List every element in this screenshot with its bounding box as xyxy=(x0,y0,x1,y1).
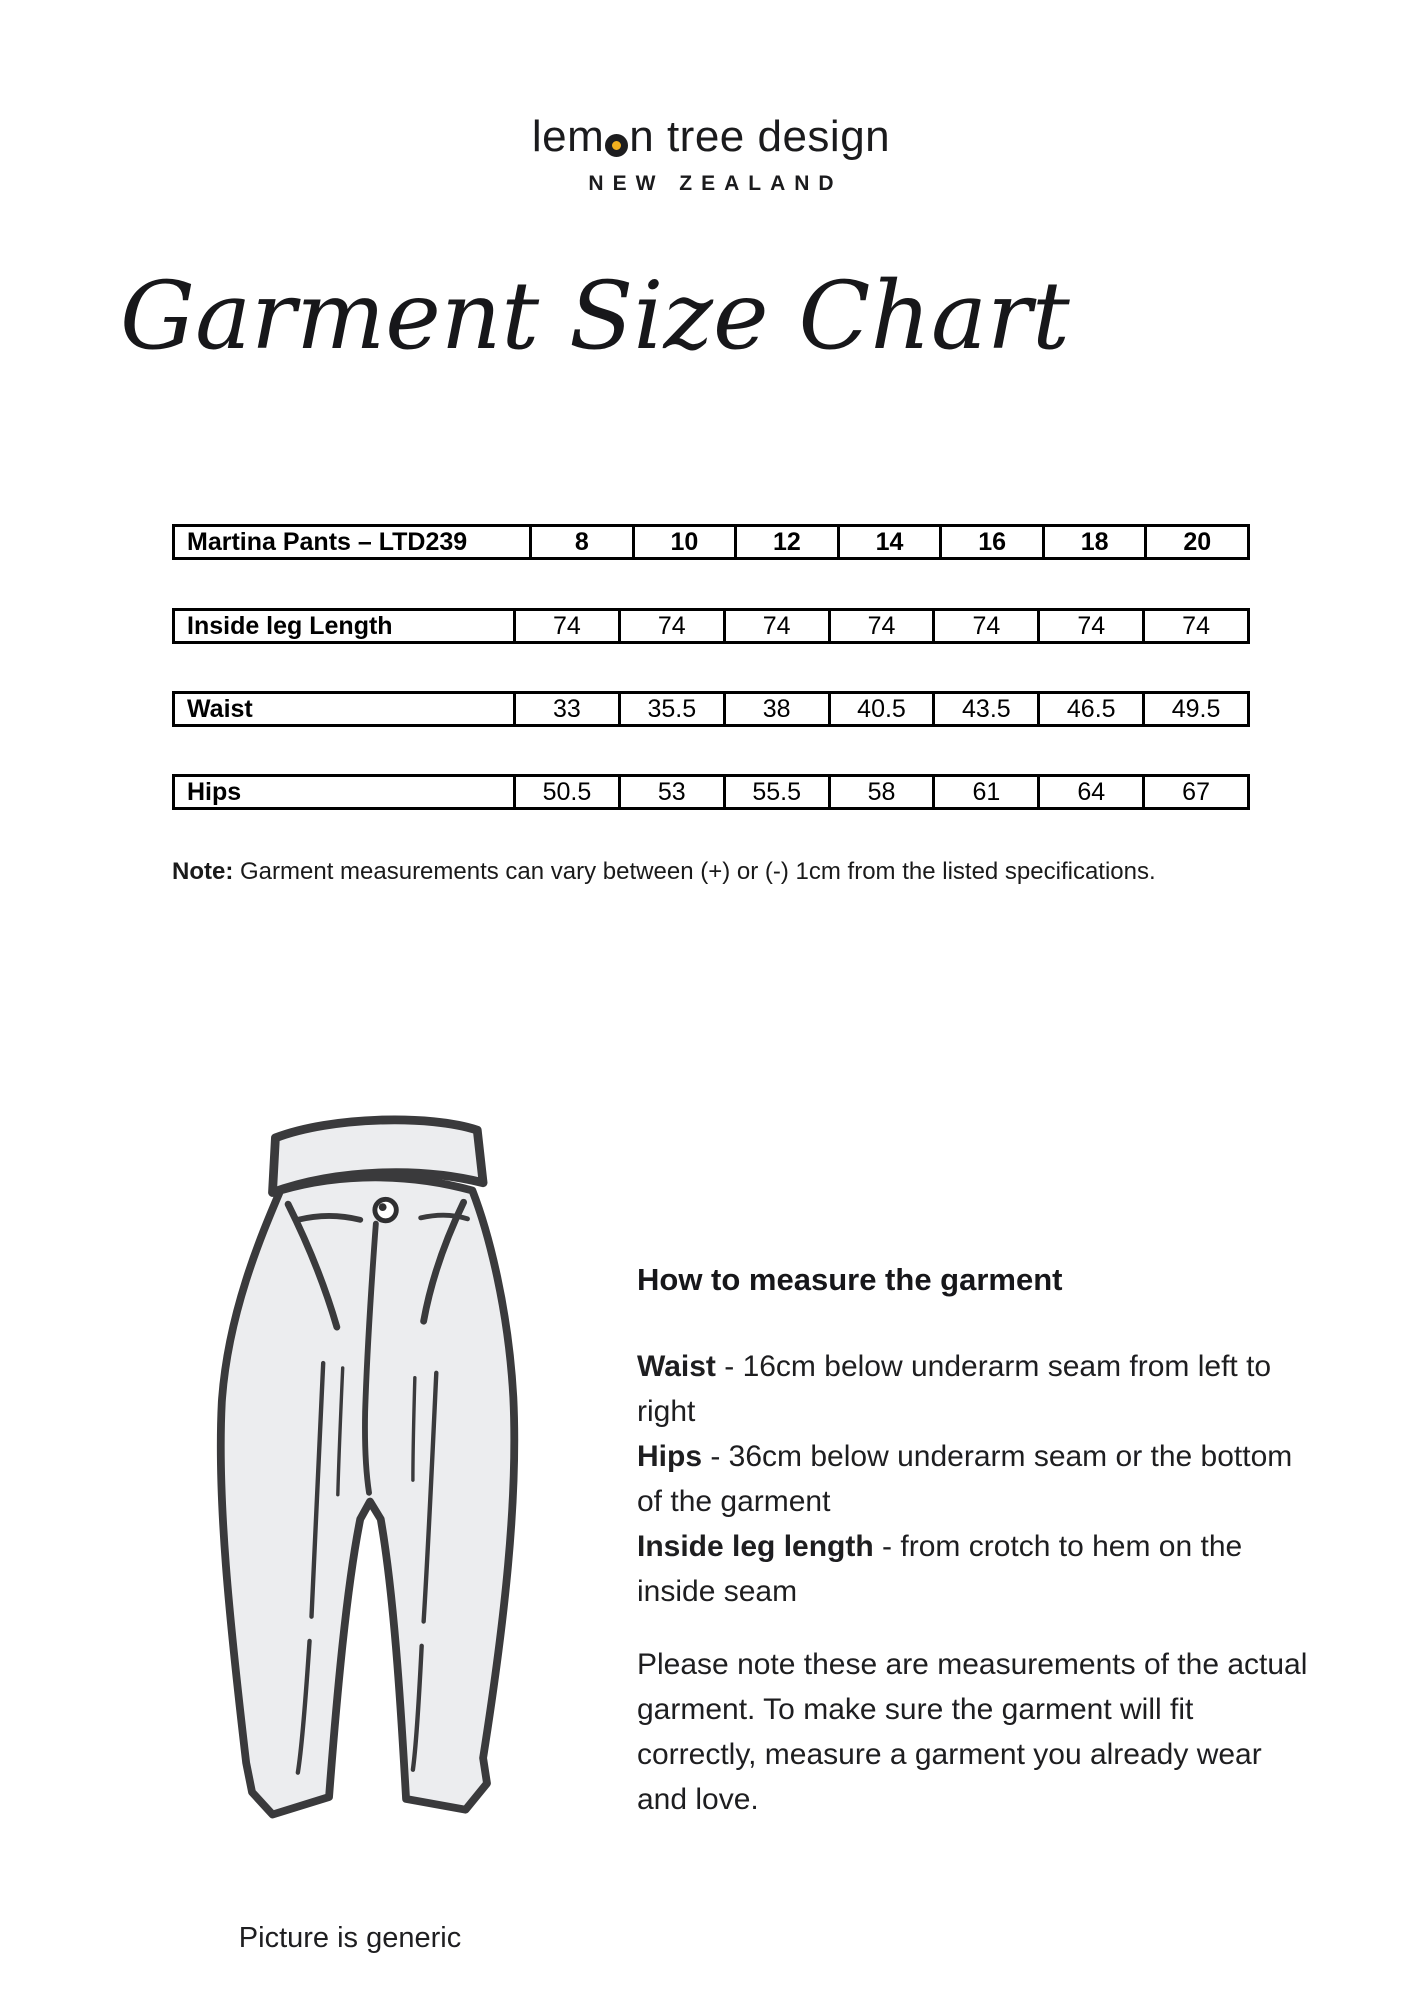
size-header-cell: 20 xyxy=(1144,527,1247,557)
measurement-value-cell: 64 xyxy=(1037,777,1142,807)
measure-instruction-inside-leg xyxy=(637,1524,1313,1614)
measurement-label: Inside leg Length xyxy=(187,611,393,640)
measurement-value-cell: 67 xyxy=(1142,777,1247,807)
measure-guide-heading: How to measure the garment xyxy=(637,1262,1063,1297)
tolerance-note xyxy=(172,858,1156,886)
measurement-value-cell: 53 xyxy=(618,777,723,807)
measurement-value-cell: 43.5 xyxy=(932,694,1037,724)
size-table-row-waist xyxy=(172,691,1250,727)
measure-desc: - 16cm below underarm seam from left to right xyxy=(637,1350,1272,1428)
lemon-dot-icon xyxy=(605,134,628,157)
measure-instruction-waist xyxy=(637,1344,1313,1434)
pants-illustration xyxy=(175,1068,565,1863)
measure-instruction-hips xyxy=(637,1434,1313,1524)
measurement-value-cell: 74 xyxy=(1142,611,1247,641)
illustration-caption: Picture is generic xyxy=(238,1922,462,1954)
size-table-row-inside-leg xyxy=(172,608,1250,644)
product-label: Martina Pants – LTD239 xyxy=(187,527,468,556)
page-title-script: Garment Size Chart xyxy=(120,262,1070,371)
note-text: Garment measurements can vary between (+) or (-) 1cm from the listed specifications. xyxy=(240,858,1156,885)
size-header-cell: 14 xyxy=(837,527,940,557)
size-header-cell: 18 xyxy=(1042,527,1145,557)
measurement-value-cell: 38 xyxy=(723,694,828,724)
measurement-label: Waist xyxy=(187,694,253,723)
measurement-value-cell: 40.5 xyxy=(828,694,933,724)
brand-country: NEW ZEALAND xyxy=(588,172,843,195)
note-label: Note: xyxy=(172,858,234,885)
brand-name-prefix: lem xyxy=(531,112,605,161)
measurement-value-cell: 55.5 xyxy=(723,777,828,807)
measurement-value-cell: 46.5 xyxy=(1037,694,1142,724)
size-table-row-hips xyxy=(172,774,1250,810)
measurement-value-cell: 35.5 xyxy=(618,694,723,724)
pants-drawing-icon xyxy=(175,1068,565,1863)
size-table-product-row xyxy=(172,524,1250,560)
measurement-value-cell: 74 xyxy=(618,611,723,641)
measurement-value-cell: 58 xyxy=(828,777,933,807)
measure-term: Hips xyxy=(637,1440,703,1473)
measure-guide-footer: Please note these are measurements of the actual garment. To make sure the garment will fit correctly, measure a garment you already wear and love. xyxy=(637,1648,1308,1816)
measurement-value-cell: 33 xyxy=(513,694,618,724)
size-header-cell: 10 xyxy=(632,527,735,557)
measurement-value-cell: 50.5 xyxy=(513,777,618,807)
measure-desc: - 36cm below underarm seam or the bottom of the garment xyxy=(637,1440,1293,1518)
measurement-value-cell: 61 xyxy=(932,777,1037,807)
measurement-value-cell: 74 xyxy=(828,611,933,641)
brand-name-rest: n tree design xyxy=(629,112,891,161)
measurement-value-cell: 49.5 xyxy=(1142,694,1247,724)
measure-guide xyxy=(637,1262,1313,1822)
measurement-label: Hips xyxy=(187,777,242,806)
measure-term: Waist xyxy=(637,1350,716,1383)
measure-desc: - from crotch to hem on the inside seam xyxy=(637,1530,1243,1608)
measurement-value-cell: 74 xyxy=(723,611,828,641)
size-header-cell: 12 xyxy=(734,527,837,557)
size-header-cell: 8 xyxy=(529,527,632,557)
size-header-cell: 16 xyxy=(939,527,1042,557)
measurement-value-cell: 74 xyxy=(1037,611,1142,641)
measurement-value-cell: 74 xyxy=(513,611,618,641)
brand-name xyxy=(0,112,1422,162)
measurement-value-cell: 74 xyxy=(932,611,1037,641)
measure-term: Inside leg length xyxy=(637,1530,874,1563)
brand-logo xyxy=(0,112,1422,196)
